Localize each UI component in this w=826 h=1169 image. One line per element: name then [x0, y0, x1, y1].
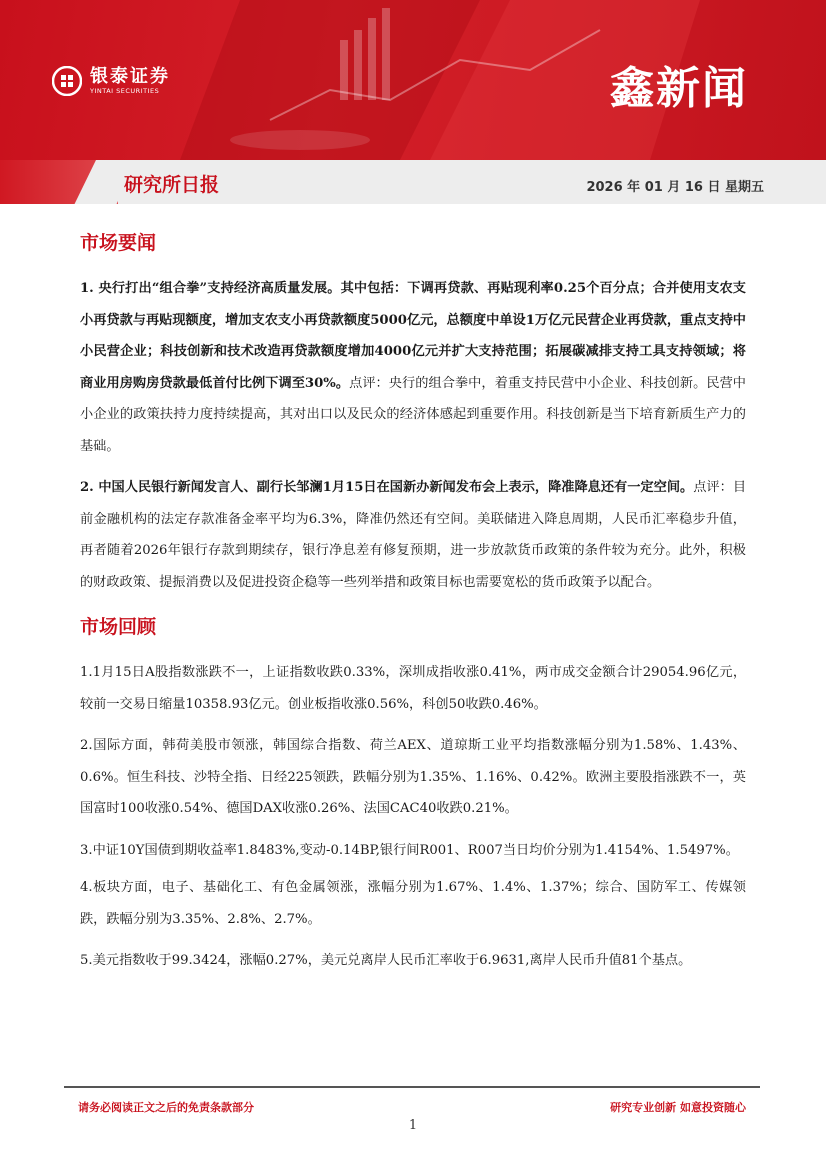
review-item: 3.中证10Y国债到期收益率1.8483%,变动-0.14BP,银行间R001、R007当日均价分别为1.4154%、1.5497%。: [80, 842, 739, 858]
news-comment: 点评：目前金融机构的法定存款准备金率平均为6.3%，降准仍然还有空间。美联储进入降息周期，人民币汇率稳步升值，再者随着2026年银行存款到期续存，银行净息差有修复预期，进一步放款货币政策的条件较为充分。此外，积极的财政政策、提振消费以及促进投资企稳等一些列举措和政策目标也需要宽松的货币政策予以配合。: [80, 480, 747, 590]
review-item: 2.国际方面，韩荷美股市领涨，韩国综合指数、荷兰AEX、道琼斯工业平均指数涨幅分别为1.58%、1.43%、0.6%。恒生科技、沙特全指、日经225领跌，跌幅分别为1.35%、1.16%、0.42%。欧洲主要股指涨跌不一，英国富时100收涨0.54%、德国DAX收涨0.26%、法国CAC40收跌0.21%。: [80, 738, 746, 816]
header-banner: [0, 0, 826, 160]
section-title-review: 市场回顾: [80, 616, 157, 638]
report-body: [80, 222, 746, 987]
news-item: [80, 273, 746, 462]
review-item: 1.1月15日A股指数涨跌不一，上证指数收跌0.33%，深圳成指收涨0.41%，两市成交金额合计29054.96亿元，较前一交易日缩量10358.93亿元。创业板指收涨0.56%，科创50收跌0.46%。: [80, 665, 746, 712]
news-item: [80, 472, 746, 598]
logo-mark-icon: [52, 66, 82, 96]
review-item: 4.板块方面，电子、基础化工、有色金属领涨，涨幅分别为1.67%、1.4%、1.37%；综合、国防军工、传媒领跌，跌幅分别为3.35%、2.8%、2.7%。: [80, 880, 746, 927]
page-number: 1: [408, 1118, 418, 1133]
report-name: 研究所日报: [124, 174, 220, 196]
news-comment: 点评：央行的组合拳中，着重支持民营中小企业、科技创新。民营中小企业的政策扶持力度持续提高，其对出口以及民众的经济体感起到重要作用。科技创新是当下培育新质生产力的基础。: [80, 375, 746, 454]
logo-name-cn: 银泰证券: [90, 65, 170, 87]
footer-disclaimer: 请务必阅读正文之后的免责条款部分: [78, 1101, 254, 1114]
logo-name-en: YINTAI SECURITIES: [90, 86, 160, 95]
news-headline: 2. 中国人民银行新闻发言人、副行长邹澜1月15日在国新办新闻发布会上表示，降准降息还有一定空间。: [80, 480, 694, 495]
section-title-news: 市场要闻: [80, 232, 157, 254]
footer-divider: [64, 1086, 760, 1088]
news-headline: 1. 央行打出“组合拳”支持经济高质量发展。其中包括：下调再贷款、再贴现利率0.25个百分点；合并使用支农支小再贷款与再贴现额度，增加支农支小再贷款额度5000亿元，总额度中单设1万亿元民营企业再贷款，重点支持中小民营企业；科技创新和技术改造再贷款额度增加4000亿元并扩大支持范围；拓展碳减排支持工具支持领域；将商业用房购房贷款最低首付比例下调至30%。: [80, 281, 746, 391]
footer-slogan: 研究专业创新 如意投资随心: [610, 1101, 746, 1114]
company-logo: [52, 66, 170, 96]
report-date: 2026 年 01 月 16 日 星期五: [586, 180, 764, 195]
brand-title: 鑫新闻: [610, 63, 748, 114]
review-item: 5.美元指数收于99.3424，涨幅0.27%，美元兑离岸人民币汇率收于6.9631,离岸人民币升值81个基点。: [80, 953, 692, 968]
